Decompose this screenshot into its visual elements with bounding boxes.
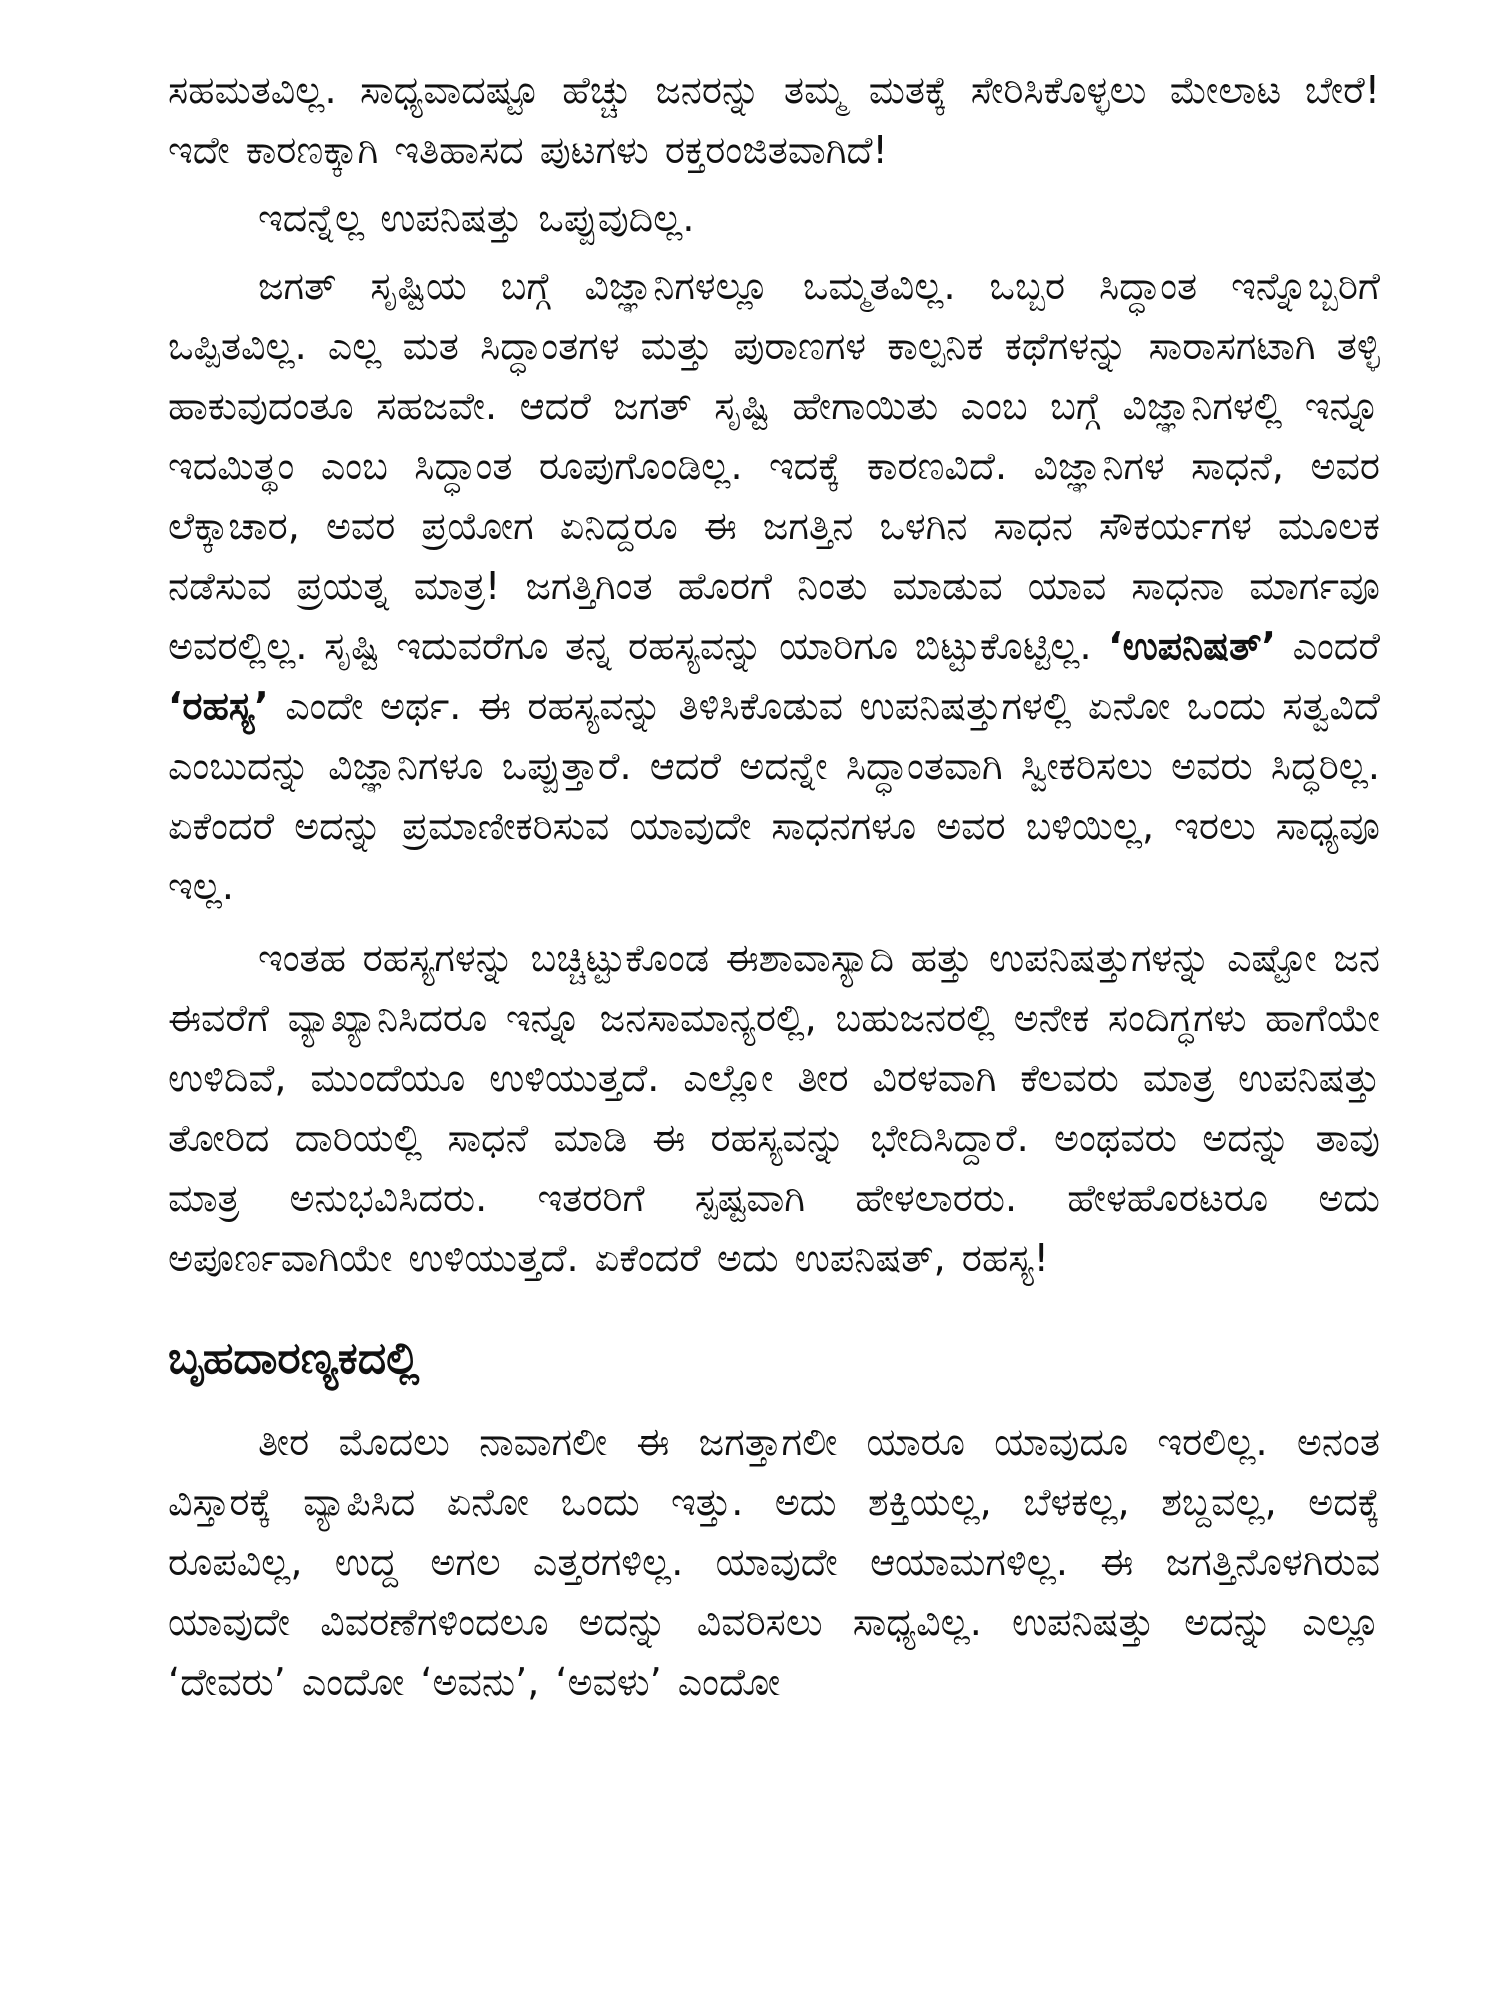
paragraph-creation-science [168, 256, 1380, 916]
paragraph-creation-text: ಜಗತ್ ಸೃಷ್ಟಿಯ ಬಗ್ಗೆ ವಿಜ್ಞಾನಿಗಳಲ್ಲೂ ಒಮ್ಮತವಿಲ್ಲ. ಒಬ್ಬರ ಸಿದ್ಧಾಂತ ಇನ್ನೊಬ್ಬರಿಗೆ ಒಪ್ಪಿತವಿಲ್ಲ. ಎಲ್ಲ ಮತ ಸಿದ್ಧಾಂತಗಳ ಮತ್ತು ಪುರಾಣಗಳ ಕಾಲ್ಪನಿಕ ಕಥೆಗಳನ್ನು ಸಾರಾಸಗಟಾಗಿ ತಳ್ಳಿ ಹಾಕುವುದಂತೂ ಸಹಜವೇ. ಆದರೆ ಜಗತ್ ಸೃಷ್ಟಿ ಹೇಗಾಯಿತು ಎಂಬ ಬಗ್ಗೆ ವಿಜ್ಞಾನಿಗಳಲ್ಲಿ ಇನ್ನೂ ಇದಮಿತ್ಥಂ ಎಂಬ ಸಿದ್ಧಾಂತ ರೂಪುಗೊಂಡಿಲ್ಲ. ಇದಕ್ಕೆ ಕಾರಣವಿದೆ. ವಿಜ್ಞಾನಿಗಳ ಸಾಧನೆ, ಅವರ ಲೆಕ್ಕಾಚಾರ, ಅವರ ಪ್ರಯೋಗ ಏನಿದ್ದರೂ ಈ ಜಗತ್ತಿನ ಒಳಗಿನ ಸಾಧನ ಸೌಕರ್ಯಗಳ ಮೂಲಕ ನಡೆಸುವ ಪ್ರಯತ್ನ ಮಾತ್ರ! ಜಗತ್ತಿಗಿಂತ ಹೊರಗೆ ನಿಂತು ಮಾಡುವ ಯಾವ ಸಾಧನಾ ಮಾರ್ಗವೂ ಅವರಲ್ಲಿಲ್ಲ. ಸೃಷ್ಟಿ ಇದುವರೆಗೂ ತನ್ನ ರಹಸ್ಯವನ್ನು ಯಾರಿಗೂ ಬಿಟ್ಟುಕೊಟ್ಟಿಲ್ಲ. [168, 264, 1380, 668]
text-endare: ಎಂದರೆ [1292, 624, 1380, 668]
paragraph-secrets: ಇಂತಹ ರಹಸ್ಯಗಳನ್ನು ಬಚ್ಚಿಟ್ಟುಕೊಂಡ ಈಶಾವಾಸ್ಯಾದಿ ಹತ್ತು ಉಪನಿಷತ್ತುಗಳನ್ನು ಎಷ್ಟೋ ಜನ ಈವರೆಗೆ ವ್ಯಾಖ್ಯಾನಿಸಿದರೂ ಇನ್ನೂ ಜನಸಾಮಾನ್ಯರಲ್ಲಿ, ಬಹುಜನರಲ್ಲಿ ಅನೇಕ ಸಂದಿಗ್ಧಗಳು ಹಾಗೆಯೇ ಉಳಿದಿವೆ, ಮುಂದೆಯೂ ಉಳಿಯುತ್ತದೆ. ಎಲ್ಲೋ ತೀರ ವಿರಳವಾಗಿ ಕೆಲವರು ಮಾತ್ರ ಉಪನಿಷತ್ತು ತೋರಿದ ದಾರಿಯಲ್ಲಿ ಸಾಧನೆ ಮಾಡಿ ಈ ರಹಸ್ಯವನ್ನು ಭೇದಿಸಿದ್ದಾರೆ. ಅಂಥವರು ಅದನ್ನು ತಾವು ಮಾತ್ರ ಅನುಭವಿಸಿದರು. ಇತರರಿಗೆ ಸ್ಪಷ್ಟವಾಗಿ ಹೇಳಲಾರರು. ಹೇಳಹೊರಟರೂ ಅದು ಅಪೂರ್ಣವಾಗಿಯೇ ಉಳಿಯುತ್ತದೆ. ಏಕೆಂದರೆ ಅದು ಉಪನಿಷತ್, ರಹಸ್ಯ! [168, 936, 1380, 1280]
paragraph-upanishad-disagrees: ಇದನ್ನೆಲ್ಲ ಉಪನಿಷತ್ತು ಒಪ್ಪುವುದಿಲ್ಲ. [258, 196, 695, 240]
section-heading: ಬೃಹದಾರಣ್ಯಕದಲ್ಲಿ [168, 1333, 420, 1384]
paragraph-rahasya-text: ಎಂದೇ ಅರ್ಥ. ಈ ರಹಸ್ಯವನ್ನು ತಿಳಿಸಿಕೊಡುವ ಉಪನಿಷತ್ತುಗಳಲ್ಲಿ ಏನೋ ಒಂದು ಸತ್ವವಿದೆ ಎಂಬುದನ್ನು ವಿಜ್ಞಾನಿಗಳೂ ಒಪ್ಪುತ್ತಾರೆ. ಆದರೆ ಅದನ್ನೇ ಸಿದ್ಧಾಂತವಾಗಿ ಸ್ವೀಕರಿಸಲು ಅವರು ಸಿದ್ಧರಿಲ್ಲ. ಏಕೆಂದರೆ ಅದನ್ನು ಪ್ರಮಾಣೀಕರಿಸುವ ಯಾವುದೇ ಸಾಧನಗಳೂ ಅವರ ಬಳಿಯಿಲ್ಲ, ಇರಲು ಸಾಧ್ಯವೂ ಇಲ್ಲ. [168, 684, 1380, 908]
document-page [168, 60, 1380, 1980]
term-upanishat: ‘ಉಪನಿಷತ್’ [1108, 624, 1276, 668]
paragraph-continuation: ಸಹಮತವಿಲ್ಲ. ಸಾಧ್ಯವಾದಷ್ಟೂ ಹೆಚ್ಚು ಜನರನ್ನು ತಮ್ಮ ಮತಕ್ಕೆ ಸೇರಿಸಿಕೊಳ್ಳಲು ಮೇಲಾಟ ಬೇರೆ! ಇದೇ ಕಾರಣಕ್ಕಾಗಿ ಇತಿಹಾಸದ ಪುಟಗಳು ರಕ್ತರಂಜಿತವಾಗಿದೆ! [168, 68, 1380, 172]
term-rahasya: ‘ರಹಸ್ಯ’ [168, 684, 269, 728]
paragraph-brihadaranyaka: ತೀರ ಮೊದಲು ನಾವಾಗಲೀ ಈ ಜಗತ್ತಾಗಲೀ ಯಾರೂ ಯಾವುದೂ ಇರಲಿಲ್ಲ. ಅನಂತ ವಿಸ್ತಾರಕ್ಕೆ ವ್ಯಾಪಿಸಿದ ಏನೋ ಒಂದು ಇತ್ತು. ಅದು ಶಕ್ತಿಯಲ್ಲ, ಬೆಳಕಲ್ಲ, ಶಬ್ದವಲ್ಲ, ಅದಕ್ಕೆ ರೂಪವಿಲ್ಲ, ಉದ್ದ ಅಗಲ ಎತ್ತರಗಳಿಲ್ಲ. ಯಾವುದೇ ಆಯಾಮಗಳಿಲ್ಲ. ಈ ಜಗತ್ತಿನೊಳಗಿರುವ ಯಾವುದೇ ವಿವರಣೆಗಳಿಂದಲೂ ಅದನ್ನು ವಿವರಿಸಲು ಸಾಧ್ಯವಿಲ್ಲ. ಉಪನಿಷತ್ತು ಅದನ್ನು ಎಲ್ಲೂ ‘ದೇವರು’ ಎಂದೋ ‘ಅವನು’, ‘ಅವಳು’ ಎಂದೋ [168, 1420, 1380, 1704]
